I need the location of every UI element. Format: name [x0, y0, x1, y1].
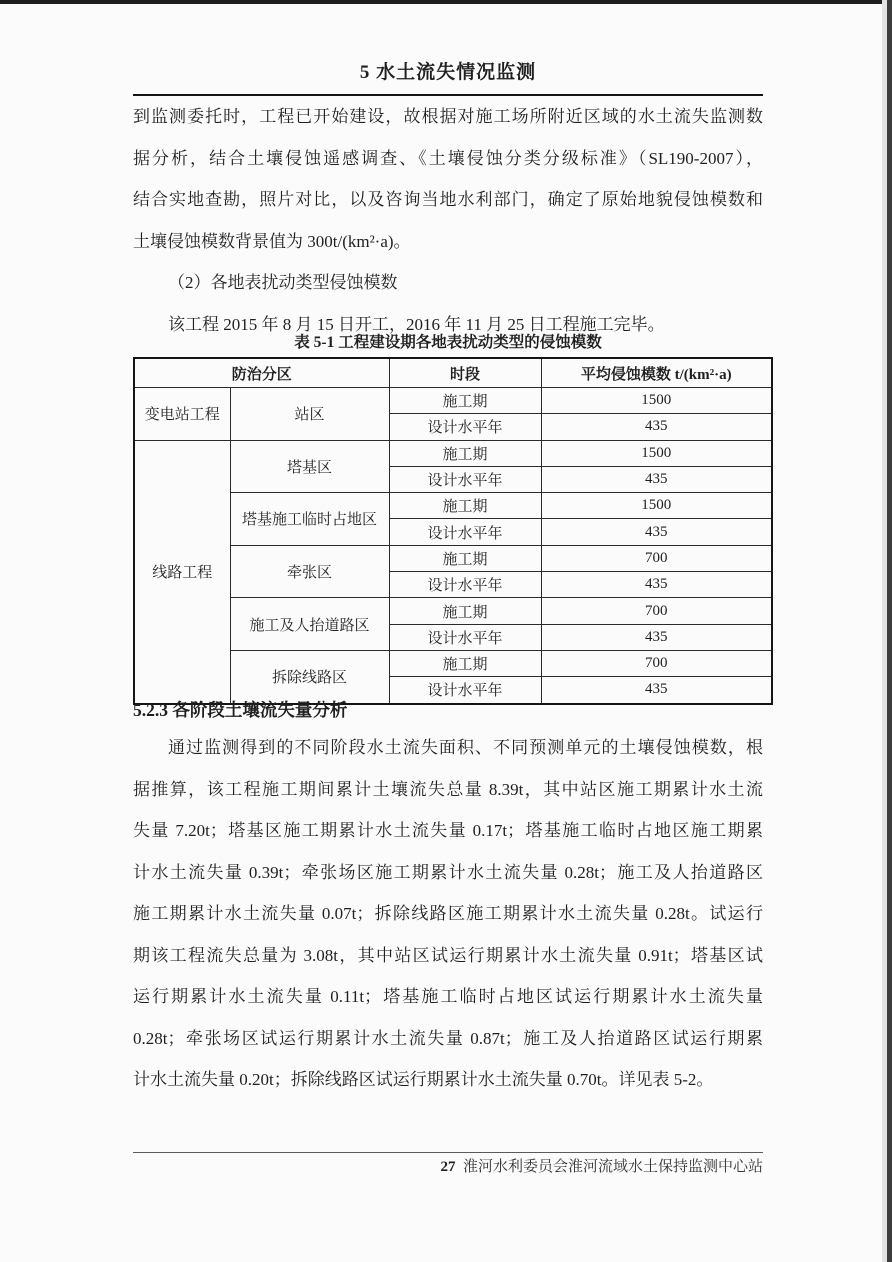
table-cell-zone: 塔基区 — [230, 440, 389, 493]
table-cell-value: 435 — [541, 572, 772, 598]
paragraph-line: 土壤侵蚀模数背景值为 300t/(km²·a)。 — [133, 231, 411, 251]
table-cell-period: 施工期 — [389, 440, 541, 466]
scan-edge-top — [0, 0, 892, 4]
paragraph-line: 到监测委托时，工程已开始建设，故根据对施工场所附近区域的水土流失监测数 — [133, 107, 763, 126]
table-header-period: 时段 — [389, 358, 541, 388]
table-5-1-title: 表 5-1 工程建设期各地表扰动类型的侵蚀模数 — [294, 334, 602, 351]
section-heading-5-2-3: 5.2.3 各阶段土壤流失量分析 — [133, 700, 348, 720]
table-cell-value: 435 — [541, 519, 772, 545]
intro-paragraphs — [133, 96, 763, 345]
table-row — [134, 493, 772, 519]
table-cell-period: 设计水平年 — [389, 677, 541, 704]
paragraph-line: 据推算，该工程施工期间累计土壤流失总量 8.39t，其中站区施工期累计水土流 — [133, 779, 763, 799]
footer-institution: 淮河水利委员会淮河流域水土保持监测中心站 — [462, 1159, 763, 1175]
paragraph-line: 期该工程流失总量为 3.08t，其中站区试运行期累计水土流失量 0.91t；塔基区试 — [133, 945, 763, 965]
table-cell-value: 700 — [541, 598, 772, 624]
table-cell-zone: 站区 — [230, 388, 389, 441]
table-row — [134, 388, 772, 414]
table-cell-period: 施工期 — [389, 493, 541, 519]
paragraph-construction-dates: 该工程 2015 年 8 月 15 日开工，2016 年 11 月 25 日工程施工完毕。 — [168, 314, 665, 334]
table-cell-zone: 施工及人抬道路区 — [230, 598, 389, 651]
table-row — [134, 440, 772, 466]
table-cell-value: 435 — [541, 677, 772, 704]
table-cell-period: 施工期 — [389, 545, 541, 571]
table-cell-period: 施工期 — [389, 650, 541, 676]
paragraph-line: 结合实地查勘，照片对比，以及咨询当地水利部门，确定了原始地貌侵蚀模数和 — [133, 190, 763, 209]
table-cell-value: 700 — [541, 650, 772, 676]
paragraph-line: 运行期累计水土流失量 0.11t；塔基施工临时占地区试运行期累计水土流失量 — [133, 987, 763, 1006]
paragraph-line: 0.28t；牵张场区试运行期累计水土流失量 0.87t；施工及人抬道路区试运行期累 — [133, 1028, 763, 1048]
table-header-modulus: 平均侵蚀模数 t/(km²·a) — [541, 358, 772, 388]
table-cell-period: 施工期 — [389, 388, 541, 414]
paragraph-line: 计水土流失量 0.39t；牵张场区施工期累计水土流失量 0.28t；施工及人抬道路区 — [133, 862, 763, 882]
page-footer — [133, 1155, 763, 1179]
table-cell-group: 线路工程 — [134, 440, 230, 703]
paragraph-item-2: （2）各地表扰动类型侵蚀模数 — [168, 273, 398, 292]
table-cell-zone: 塔基施工临时占地区 — [230, 493, 389, 546]
footer-rule — [133, 1152, 763, 1153]
table-cell-period: 设计水平年 — [389, 624, 541, 650]
paragraph-line: 通过监测得到的不同阶段水土流失面积、不同预测单元的土壤侵蚀模数，根 — [168, 738, 763, 757]
scan-edge-right-dark — [887, 0, 892, 1262]
table-cell-value: 700 — [541, 545, 772, 571]
analysis-paragraph — [133, 727, 763, 1101]
table-cell-value: 1500 — [541, 440, 772, 466]
erosion-modulus-table — [133, 357, 773, 705]
table-cell-period: 设计水平年 — [389, 414, 541, 440]
paragraph-line: 失量 7.20t；塔基区施工期累计水土流失量 0.17t；塔基施工临时占地区施工期累 — [133, 821, 763, 840]
table-row — [134, 545, 772, 571]
table-cell-value: 435 — [541, 624, 772, 650]
paragraph-line: 施工期累计水土流失量 0.07t；拆除线路区施工期累计水土流失量 0.28t。试运行 — [133, 904, 763, 923]
table-header-division: 防治分区 — [134, 358, 389, 388]
table-cell-zone: 拆除线路区 — [230, 650, 389, 703]
paragraph-line: 据分析，结合土壤侵蚀遥感调查、《土壤侵蚀分类分级标准》（SL190-2007）， — [133, 148, 763, 168]
table-cell-group: 变电站工程 — [134, 388, 230, 441]
table-cell-period: 设计水平年 — [389, 572, 541, 598]
paragraph-line: 计水土流失量 0.20t；拆除线路区试运行期累计水土流失量 0.70t。详见表 5-2。 — [133, 1070, 714, 1089]
page-number: 27 — [440, 1159, 456, 1175]
chapter-title: 5 水土流失情况监测 — [359, 62, 537, 83]
table-cell-period: 设计水平年 — [389, 466, 541, 492]
table-cell-period: 设计水平年 — [389, 519, 541, 545]
table-cell-period: 施工期 — [389, 598, 541, 624]
table-cell-value: 1500 — [541, 493, 772, 519]
table-cell-value: 1500 — [541, 388, 772, 414]
table-cell-value: 435 — [541, 466, 772, 492]
table-cell-value: 435 — [541, 414, 772, 440]
table-cell-zone: 牵张区 — [230, 545, 389, 598]
table-header-row — [134, 358, 772, 388]
table-row — [134, 650, 772, 676]
table-row — [134, 598, 772, 624]
